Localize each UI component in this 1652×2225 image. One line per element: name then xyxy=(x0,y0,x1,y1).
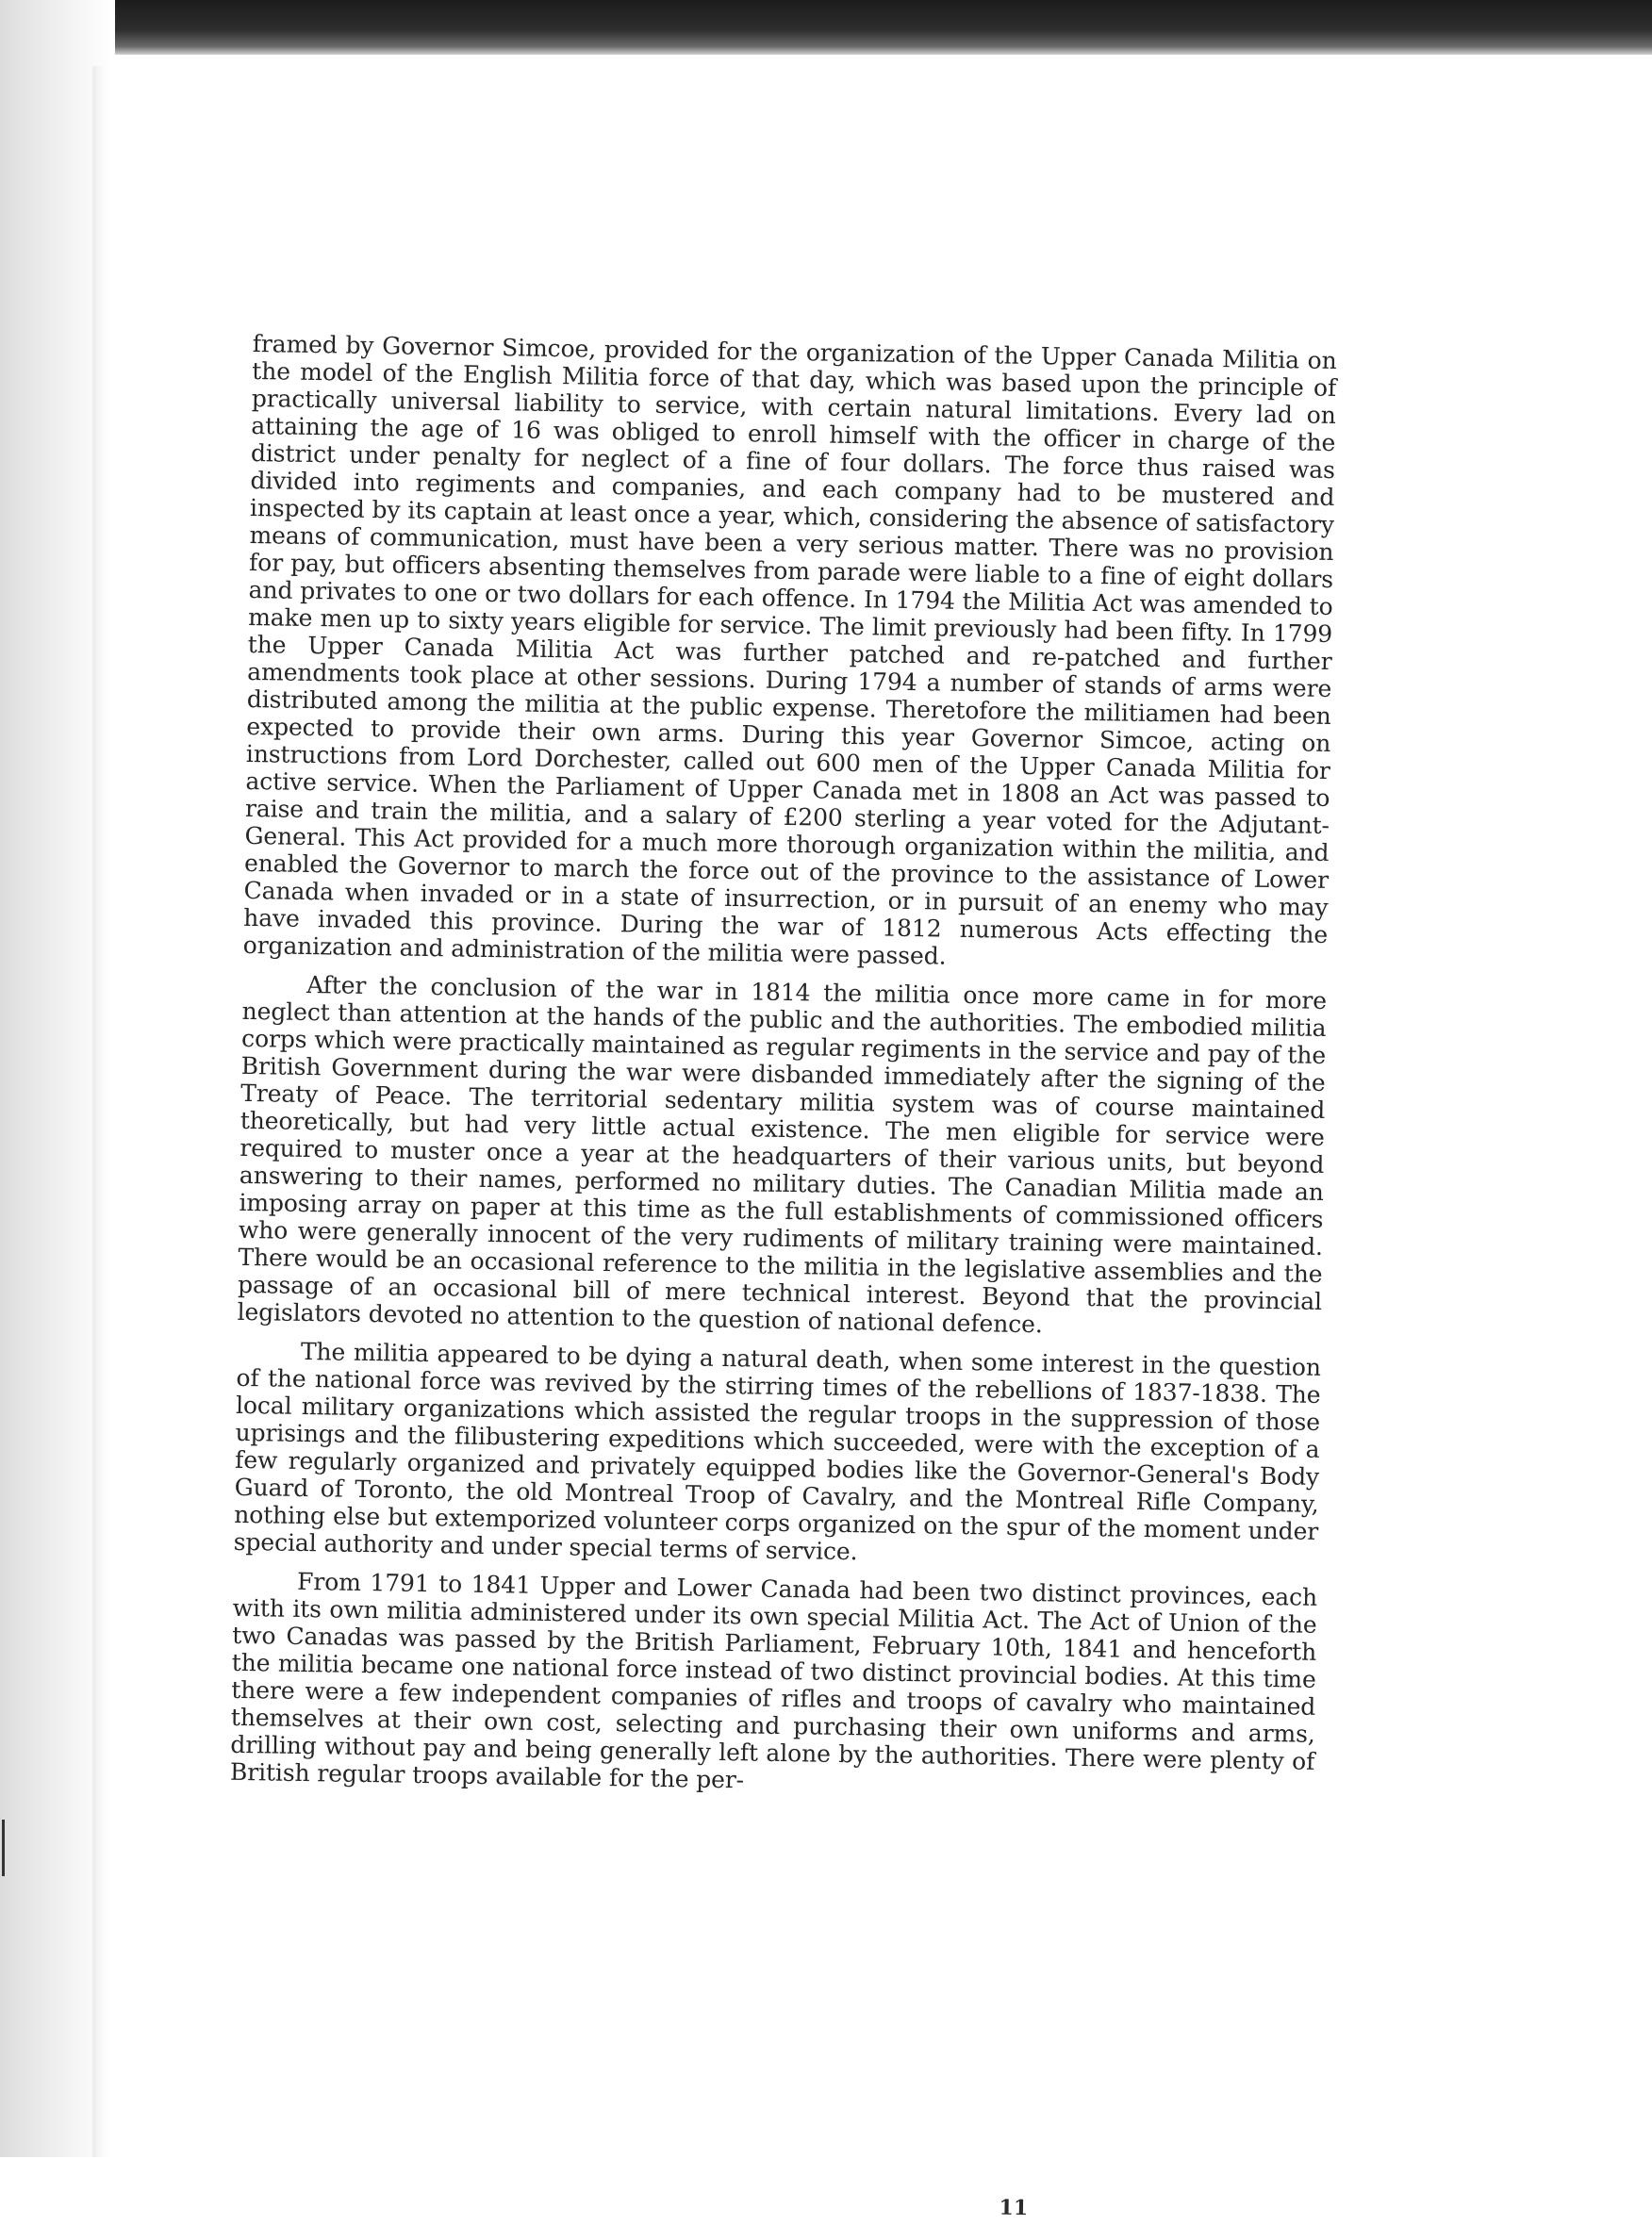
page-number: 11 xyxy=(999,2195,1029,2221)
paragraph-rebellion-revival: The militia appeared to be dying a natural death, when some interest in the question of the national force was revived by the stirring times of the rebellions of 1837-1838. The local military organizations which assisted the regular troops in the suppression of those uprisings and the filibustering expeditions which succeeded, were with the exception of a few regularly organized and privately equipped bodies like the Governor-General's Body Guard of Toronto, the old Montreal Troop of Cavalry, and the Montreal Rifle Company, nothing else but extemporized volunteer corps organized on the spur of the moment under special authority and under special terms of service. xyxy=(233,1337,1322,1566)
page-body xyxy=(229,330,1337,2221)
paragraph-militia-act-history: framed by Governor Simcoe, provided for the organization of the Upper Canada Militia on the model of the English Militia force of that day, which was based upon the principle of practically universal liability to service, with certain natural limitations. Every lad on attaining the age of 16 was obliged to enroll himself with the officer in charge of the district under penalty for neglect of a fine of four dollars. The force thus raised was divided into regiments and companies, and each company had to be mustered and inspected by its captain at least once a year, which, considering the absence of satisfactory means of communication, must have been a very serious matter. There was no provision for pay, but officers absenting themselves from parade were liable to a fine of eight dollars and privates to one or two dollars for each offence. In 1794 the Militia Act was amended to make men up to sixty years eligible for service. The limit previously had been fifty. In 1799 the Upper Canada Militia Act was further patched and re-patched and further amendments took place at other sessions. During 1794 a number of stands of arms were distributed among the militia at the public expense. Theretofore the militiamen had been expected to provide their own arms. During this year Governor Simcoe, acting on instructions from Lord Dorchester, called out 600 men of the Upper Canada Militia for active service. When the Parliament of Upper Canada met in 1808 an Act was passed to raise and train the militia, and a salary of £200 sterling a year voted for the Adjutant-General. This Act provided for a much more thorough organization within the militia, and enabled the Governor to march the force out of the province to the assistance of Lower Canada when invaded or in a state of insurrection, or in pursuit of an enemy who may have invaded this province. During the war of 1812 numerous Acts effecting the organization and administration of the militia were passed. xyxy=(242,330,1337,970)
page-spine-shadow xyxy=(92,66,106,2157)
scan-top-border xyxy=(0,0,1652,55)
paragraph-post-war-neglect: After the conclusion of the war in 1814 the militia once more came in for more neglect than attention at the hands of the public and the authorities. The embodied militia corps which were practically maintained as regular regiments in the service and pay of the British Government during the war were disbanded immediately after the signing of the Treaty of Peace. The territorial sedentary militia system was of course maintained theoretically, but had very little actual existence. The men eligible for service were required to muster once a year at the headquarters of their various units, but beyond answering to their names, performed no military duties. The Canadian Militia made an imposing array on paper at this time as the full establishments of commissioned officers who were generally innocent of the very rudiments of military training were maintained. There would be an occasional reference to the militia in the legislative assemblies and the passage of an occasional bill of mere technical interest. Beyond that the provincial legislators devoted no attention to the question of national defence. xyxy=(237,970,1328,1339)
scan-edge-mark xyxy=(2,1820,5,1876)
paragraph-act-of-union: From 1791 to 1841 Upper and Lower Canada had been two distinct provinces, each with its own militia administered under its own special Militia Act. The Act of Union of the two Canadas was passed by the British Parliament, February 10th, 1841 and henceforth the militia became one national force instead of two distinct provincial bodies. At this time there were a few independent companies of rifles and troops of cavalry who maintained themselves at their own cost, selecting and purchasing their own uniforms and arms, drilling without pay and being generally left alone by the authorities. There were plenty of British regular troops available for the per- xyxy=(229,1567,1318,1794)
